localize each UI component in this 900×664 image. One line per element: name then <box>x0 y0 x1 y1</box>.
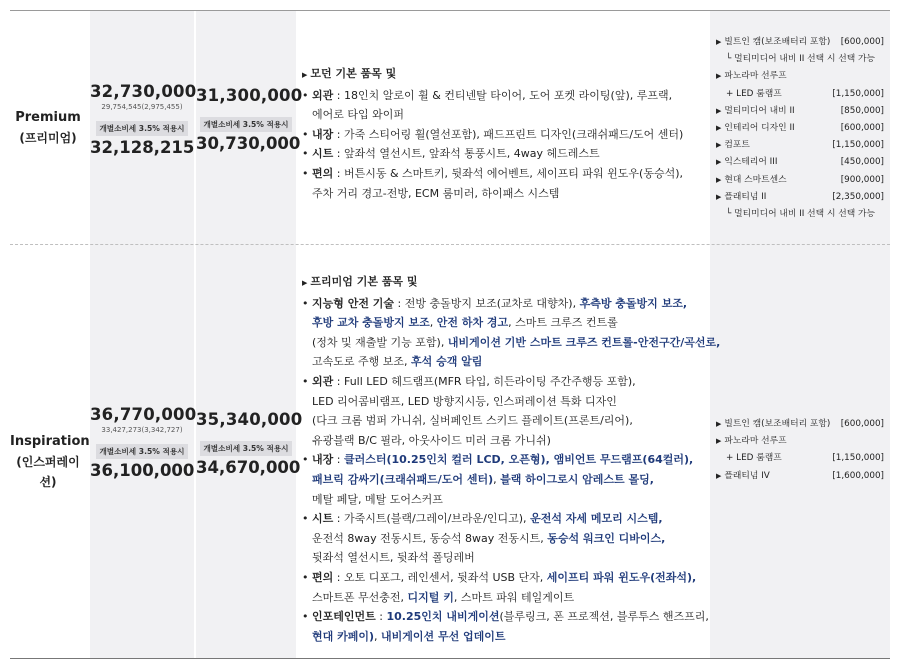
tax-applied-price: 36,100,000 <box>90 461 195 480</box>
bullet-icon: • <box>302 512 309 526</box>
feature-text: 버튼시동 & 스마트키, 뒷좌석 에어벤트, 세이프티 파워 윈도우(동승석), <box>343 166 683 180</box>
alt-price: 31,300,000 <box>196 86 303 105</box>
feature-text: 에어로 타입 와이퍼 <box>312 108 405 122</box>
option-item: + LED 룸램프 [1,150,000] <box>726 453 884 464</box>
tax-badge: 개별소비세 3.5% 적용시 <box>200 441 291 456</box>
option-item: ▶ 파노라마 선루프 <box>716 436 787 447</box>
trim-name-en: Inspiration <box>10 434 90 449</box>
triangle-bullet-icon: ▶ <box>716 192 722 201</box>
bullet-icon: • <box>302 127 309 141</box>
feature-text: 앞좌석 열선시트, 앞좌석 통풍시트, 4way 헤드레스트 <box>343 147 600 161</box>
trim-name-ko: (프리미엄) <box>19 131 77 145</box>
price-block-premium <box>90 82 197 157</box>
alt-tax-applied-price: 34,670,000 <box>196 458 301 477</box>
features-premium: ▶ 모던 기본 품목 및 • 외관 : 18인치 알로이 휠 & 컨티넨탈 타이어, 도어 포켓 라이팅(앞), 루프랙, 에어로 타입 와이퍼 • 내장 : 가죽 스티어링 휠(열선포함), 패드프린트 디자인(크래쉬패드/도어 센터) • 시트 : 앞좌석 열선시트, 앞좌석 통풍시트, 4way 헤드레스트 • 편의 : 버튼시동 & 스마트키, 뒷좌석 에어벤트, 세이프티 파워 윈도우(동승석), 주차 거리 경고-전방, ECM 룸미러, 하이패스 시스템 <box>302 67 684 200</box>
price-breakdown: 33,427,273(3,342,727) <box>101 426 183 434</box>
feature-label: 시트 <box>312 147 334 161</box>
option-item: ▶ 플래티넘 II [2,350,000] <box>716 191 884 202</box>
tax-badge: 개별소비세 3.5% 적용시 <box>96 444 187 459</box>
option-item: ▶ 컴포트 [1,150,000] <box>716 140 884 151</box>
triangle-bullet-icon: ▶ <box>716 141 722 150</box>
option-item: ▶ 파노라마 선루프 <box>716 71 787 82</box>
triangle-bullet-icon: ▶ <box>716 124 722 133</box>
option-item: ▶ 인테리어 디자인 II [600,000] <box>716 123 884 134</box>
triangle-bullet-icon: ▶ <box>716 437 722 446</box>
base-price: 36,770,000 <box>90 405 197 424</box>
triangle-bullet-icon: ▶ <box>716 471 722 480</box>
feature-text: 18인치 알로이 휠 & 컨티넨탈 타이어, 도어 포켓 라이팅(앞), 루프랙, <box>343 88 673 102</box>
base-price: 32,730,000 <box>90 82 197 101</box>
triangle-bullet-icon: ▶ <box>302 279 308 287</box>
option-item: ▶ 플래티넘 IV [1,600,000] <box>716 470 884 481</box>
options-premium <box>716 34 884 223</box>
tax-badge: 개별소비세 3.5% 적용시 <box>96 121 187 136</box>
option-item: ▶ 빌트인 캠(보조배터리 포함) [600,000] <box>716 419 884 429</box>
features-head: 모던 기본 품목 및 <box>310 67 397 80</box>
options-inspiration <box>716 416 884 485</box>
option-item: ▶ 빌트인 캠(보조배터리 포함) [600,000] <box>716 37 884 47</box>
triangle-bullet-icon: ▶ <box>716 106 722 115</box>
option-item: + LED 룸램프 [1,150,000] <box>726 88 884 99</box>
bullet-icon: • <box>302 570 309 584</box>
bullet-icon: • <box>302 166 309 180</box>
trim-name-inspiration <box>10 432 90 492</box>
feature-text: 주차 거리 경고-전방, ECM 룸미러, 하이패스 시스템 <box>312 186 560 200</box>
features-inspiration: ▶ 프리미엄 기본 품목 및 • 지능형 안전 기술 : 전방 충돌방지 보조(교차로 대향차), 후측방 충돌방지 보조, 후방 교차 충돌방지 보조, 안전 하차 경고, 스마트 크루즈 컨트롤 (정차 및 재출발 기능 포함), 내비게이션 기반 스마트 크루즈 컨트롤-안전구간/곡선로, 고속도로 주행 보조, 후석 승객 알림 • 외관 : Full LED 헤드램프(MFR 타입, 히든라이팅 주간주행등 포함), LED 리어콤비램프, LED 방향지시등, 인스퍼레이션 특화 디자인 (다크 크롬 범퍼 가니쉬, 실버페인트 스키드 플레이트(프론트/리어), 유광블랙 B/C 필라, 아웃사이드 미러 크롬 가니쉬) • 내장 : 클러스터(10.25인치 컬러 LCD, 오픈형), 앰비언트 무드램프(64컬러), 패브릭 감싸기(크래쉬패드/도어 센터), 블랙 하이그로시 암레스트 몰딩, 메탈 페달, 메탈 도어스커프 • 시트 : 가죽시트(블랙/그레이/브라운/인디고), 운전석 자세 메모리 시스템, 운전석 8way 전동시트, 동승석 8way 전동시트, 동승석 워크인 디바이스, 뒷좌석 열선시트, 뒷좌석 폴딩레버 • 편의 : 오토 디포그, 레인센서, 뒷좌석 USB 단자, 세이프티 파워 윈도우(전좌석), 스마트폰 무선충전, 디지털 키, 스마트 파워 테일게이트 • 인포테인먼트 : 10.25인치 내비게이션(블루링크, 폰 프로젝션, 블루투스 핸즈프리, 현대 카페이), 내비게이션 무선 업데이트 <box>302 275 721 643</box>
price-breakdown: 29,754,545(2,975,455) <box>101 103 183 111</box>
option-note: └ 멀티미디어 내비 II 선택 시 선택 가능 <box>726 209 876 220</box>
option-item: ▶ 멀티미디어 내비 II [850,000] <box>716 105 884 116</box>
triangle-bullet-icon: ▶ <box>716 158 722 167</box>
bullet-icon: • <box>302 453 309 467</box>
features-head: 프리미엄 기본 품목 및 <box>310 275 418 288</box>
bullet-icon: • <box>302 296 309 310</box>
bullet-icon: • <box>302 147 309 161</box>
tax-applied-price: 32,128,215 <box>90 138 195 157</box>
triangle-bullet-icon: ▶ <box>716 175 722 184</box>
triangle-bullet-icon: ▶ <box>716 420 722 428</box>
price-block-inspiration-2 <box>196 410 303 477</box>
bullet-icon: • <box>302 374 309 388</box>
option-item: ▶ 현대 스마트센스 [900,000] <box>716 174 884 185</box>
price-block-inspiration <box>90 405 197 480</box>
alt-tax-applied-price: 30,730,000 <box>196 134 301 153</box>
row-divider <box>10 244 890 245</box>
table-bottom-border <box>10 658 890 659</box>
trim-name-premium <box>10 108 86 148</box>
bullet-icon: • <box>302 88 309 102</box>
triangle-bullet-icon: ▶ <box>716 38 722 46</box>
table-top-border <box>10 10 890 11</box>
feature-label: 내장 <box>312 127 334 141</box>
price-block-premium-2 <box>196 86 303 153</box>
triangle-bullet-icon: ▶ <box>302 71 308 79</box>
alt-price: 35,340,000 <box>196 410 303 429</box>
feature-label: 외관 <box>312 88 334 102</box>
trim-name-ko: (인스퍼레이션) <box>16 455 80 489</box>
feature-text: 가죽 스티어링 휠(열선포함), 패드프린트 디자인(크래쉬패드/도어 센터) <box>343 127 684 141</box>
option-item: ▶ 익스테리어 III [450,000] <box>716 157 884 168</box>
option-note: └ 멀티미디어 내비 II 선택 시 선택 가능 <box>726 54 876 65</box>
tax-badge: 개별소비세 3.5% 적용시 <box>200 117 291 132</box>
trim-name-en: Premium <box>15 110 81 125</box>
feature-label: 편의 <box>312 166 334 180</box>
triangle-bullet-icon: ▶ <box>716 72 722 81</box>
bullet-icon: • <box>302 610 309 624</box>
